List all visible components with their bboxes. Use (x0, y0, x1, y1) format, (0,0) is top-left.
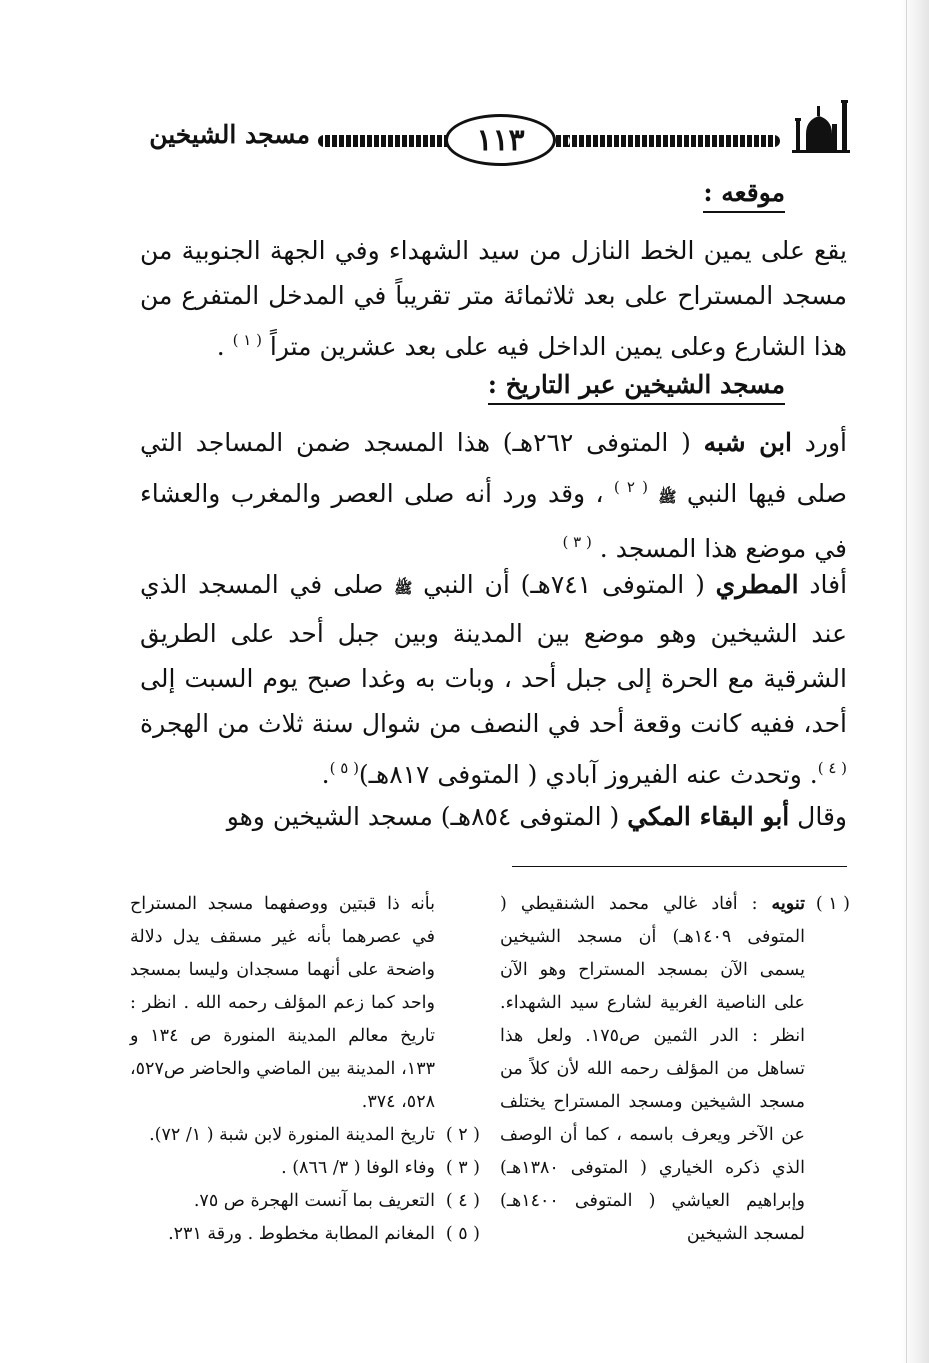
footnote-ref-2: ( ٢ ) (613, 478, 649, 496)
p3-text-a: وقال (789, 802, 847, 831)
footnote-number: ( ٢ ) (445, 1125, 480, 1145)
paragraph-ibn-shabba (140, 420, 847, 571)
footnote-text: تاريخ المدينة المنورة لابن شبة ( ١/ ٧٢). (149, 1125, 435, 1145)
footnote-1-body: : أفاد غالي محمد الشنقيطي ( المتوفى ١٤٠٩هـ) أن مسجد الشيخين يسمى الآن بمسجد المستراح وهو الآن على الناصية الغربية لشارع سيد الشهداء. انظر : الدر الثمين ص١٧٥. ولعل هذا تساهل من المؤلف رحمه الله لأن كلاً من مسجد الشيخين ومسجد المستراح يختلف عن الآخر ويعرف باسمه ، كما أن الوصف الذي ذكره الخياري ( المتوفى ١٣٨٠هـ) وإبراهيم العياشي ( المتوفى ١٤٠٠هـ) لمسجد الشيخين (500, 894, 805, 1244)
p3-author: أبو البقاء المكي (627, 802, 790, 831)
footnote-number: ( ١ ) (815, 894, 850, 914)
footnote-1 (500, 888, 850, 1251)
p1-author: ابن شبه (703, 428, 793, 457)
footnote-2 (130, 1119, 480, 1152)
scan-edge-line (906, 0, 907, 1363)
footnote-text (500, 888, 805, 1251)
p3-text-c: ( المتوفى ٨٥٤هـ) مسجد الشيخين وهو (226, 802, 628, 831)
footnote-text: التعريف بما آنست الهجرة ص ٧٥. (193, 1191, 435, 1211)
footnote-4 (130, 1185, 480, 1218)
section-heading-location: موقعه : (703, 178, 785, 213)
footnote-ref-5: ( ٥ ) (329, 759, 359, 777)
footnote-text: وفاء الوفا ( ٣/ ٨٦٦) . (281, 1158, 435, 1178)
footnote-number: ( ٣ ) (445, 1158, 480, 1178)
footnote-1-continued: بأنه ذا قبتين ووصفهما مسجد المستراح في عصرهما بأنه غير مسقف يدل دلالة واضحة على أنهما مسجدان وليسا بمسجد واحد كما زعم المؤلف رحمه الله . انظر : تاريخ معالم المدينة المنورة ص ١٣٤ و ١٣٣، المدينة بين الماضي والحاضر ص٥٢٧، ٥٢٨، ٣٧٤. (130, 894, 436, 1112)
footnote-text: المغانم المطابة مخطوط . ورقة ٢٣١. (168, 1224, 435, 1244)
salutation-glyph: ﷺ (394, 579, 413, 597)
footnote-ref-3: ( ٣ ) (562, 533, 592, 551)
footnotes-right-column (500, 888, 850, 1251)
footnotes-left-column (130, 888, 480, 1251)
mosque-logo-icon (792, 98, 850, 154)
paragraph-location (140, 228, 847, 369)
footnote-ref-1: ( ١ ) (232, 331, 262, 349)
p1-text-a: أورد (792, 428, 847, 457)
paragraph-matari (140, 562, 847, 797)
p2-text-d: صلى في المسجد الذي عند الشيخين وهو موضع بين المدينة وبين جبل أحد على الطريق الشرقية مع الحرة إلى جبل أحد ، وبات به وغدا صبح يوم السبت إلى أحد، ففيه كانت وقعة أحد في النصف من شوال سنة ثلاث من الهجرة (140, 570, 847, 738)
page-header (130, 98, 850, 160)
page-number: ١١٣ (445, 114, 556, 166)
footnote-label: تنويه (771, 894, 805, 914)
footnote-ref-4: ( ٤ ) (817, 759, 847, 777)
paragraph-abu-albaqa (140, 794, 847, 839)
p2-text-c: ( المتوفى ٧٤١هـ) أن النبي (412, 570, 716, 599)
p2-text-e: . وتحدث عنه الفيروز آبادي ( المتوفى ٨١٧هـ) (358, 760, 818, 789)
p2-author: المطري (715, 570, 799, 599)
p2-text-f: . (321, 760, 330, 789)
footnote-number: ( ٤ ) (445, 1191, 480, 1211)
footnote-separator (512, 866, 847, 867)
footnote-number: ( ٥ ) (445, 1224, 480, 1244)
location-end: . (216, 332, 225, 361)
running-title: مسجد الشيخين (149, 120, 310, 149)
footnote-3 (130, 1152, 480, 1185)
p2-text-a: أفاد (798, 570, 848, 599)
footnote-5 (130, 1218, 480, 1251)
p1-text-d: ، وقد ورد أنه صلى العصر والمغرب والعشاء في موضع هذا المسجد . (140, 479, 847, 563)
location-text: يقع على يمين الخط النازل من سيد الشهداء وفي الجهة الجنوبية من مسجد المستراح على بعد ثلاثمائة متر تقريباً في المدخل المتفرع من هذا الشارع وعلى يمين الداخل فيه على بعد عشرين متراً (140, 236, 847, 361)
salutation-glyph: ﷺ (658, 488, 677, 506)
p1-text-c: ( المتوفى ٢٦٢هـ) هذا المسجد ضمن المساجد التي صلى فيها النبي (140, 428, 848, 508)
section-heading-history: مسجد الشيخين عبر التاريخ : (488, 370, 785, 405)
